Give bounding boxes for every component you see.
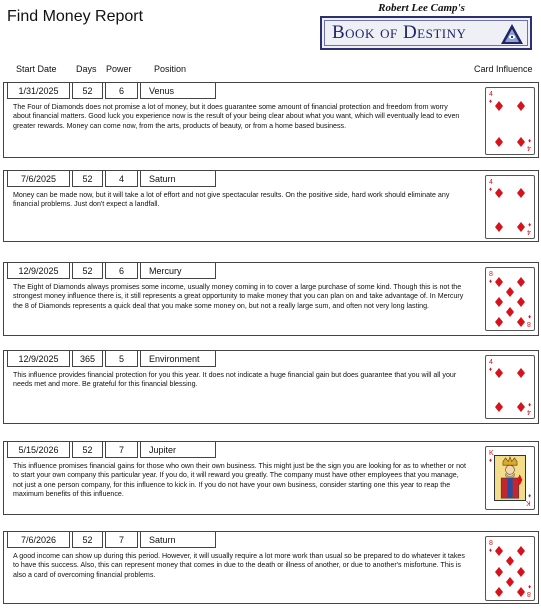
- diamond-icon: ♦: [527, 221, 531, 227]
- col-position: Position: [154, 64, 187, 74]
- influence-entry: [3, 262, 539, 336]
- diamond-pip-icon: [517, 98, 525, 108]
- diamond-pip-icon: [495, 564, 503, 574]
- influence-description: The Four of Diamonds does not promise a lot of money, but it does guarantee some amount of financial protection and freedom from worry about financial matters. Good luck you experience now is the result of your being clear about what you want, which will eventually lead to even greater rewards. Money can come now, from the arts, products of beauty, or from a home based business.: [13, 103, 460, 130]
- position-cell: Venus: [140, 83, 216, 99]
- position-cell: Environment: [140, 351, 216, 367]
- influence-entry: [3, 82, 539, 158]
- entry-fields: [7, 351, 216, 367]
- power-cell: 7: [105, 532, 138, 548]
- diamond-pip-icon: [495, 185, 503, 195]
- diamond-pip-icon: [517, 185, 525, 195]
- playing-card: [485, 175, 535, 239]
- position-cell: Mercury: [140, 263, 216, 279]
- diamond-icon: ♦: [489, 458, 493, 464]
- entry-fields: [7, 263, 216, 279]
- diamond-pip-icon: [506, 304, 514, 314]
- diamond-pip-icon: [517, 219, 525, 229]
- position-cell: Jupiter: [140, 442, 216, 458]
- start-date-cell: 12/9/2025: [7, 263, 70, 279]
- diamond-icon: ♦: [489, 99, 493, 105]
- power-cell: 5: [105, 351, 138, 367]
- card-rank: 8: [489, 540, 493, 547]
- start-date-cell: 1/31/2025: [7, 83, 70, 99]
- diamond-pip-icon: [495, 134, 503, 144]
- start-date-cell: 5/15/2026: [7, 442, 70, 458]
- position-cell: Saturn: [140, 532, 216, 548]
- influence-description: This influence promises financial gains for those who own their own business. This might just be the sign you are looking for as to whether or not to start your own company this particular year. If you do, it will reward you greatly. The company must have other employees that you manage, not just a one person company, for this influence to kick in. If you do not have your own business, consider starting one this year to reap the maximum benefits of this influence.: [13, 462, 466, 498]
- diamond-icon: ♦: [489, 367, 493, 373]
- playing-card: [485, 267, 535, 331]
- diamond-pip-icon: [495, 584, 503, 594]
- card-rank: 4: [489, 179, 493, 186]
- diamond-pip-icon: [506, 553, 514, 563]
- card-rank: 4: [489, 91, 493, 98]
- influence-description: The Eight of Diamonds always promises some income, usually money coming in to cover a large purchase of some kind. Though this is not the strongest money influence there is, it still represents a great opportunity to make money that you can plan on and take advantage of. In Mercury the 8 of Diamonds represents a quick deal that you make some money on, but not a really large sum, and often not very long lasting.: [13, 283, 464, 310]
- diamond-icon: ♦: [527, 137, 531, 143]
- king-face-icon: [494, 455, 526, 501]
- influence-entry: [3, 531, 539, 604]
- start-date-cell: 12/9/2025: [7, 351, 70, 367]
- diamond-pip-icon: [506, 284, 514, 294]
- playing-card: [485, 87, 535, 155]
- diamond-pip-icon: [517, 399, 525, 409]
- card-rank: 8: [489, 271, 493, 278]
- diamond-pip-icon: [517, 564, 525, 574]
- card-rank: 4: [527, 408, 531, 415]
- card-rank: K: [489, 450, 494, 457]
- card-rank: 8: [527, 320, 531, 327]
- position-cell: Saturn: [140, 171, 216, 187]
- diamond-pip-icon: [495, 314, 503, 324]
- report-title: Find Money Report: [7, 8, 144, 25]
- playing-card: [485, 536, 535, 601]
- pyramid-eye-icon: [500, 22, 524, 46]
- diamond-pip-icon: [517, 543, 525, 553]
- diamond-pip-icon: [495, 365, 503, 375]
- influence-entry: [3, 170, 539, 242]
- diamond-pip-icon: [495, 399, 503, 409]
- col-card-influence: Card Influence: [474, 64, 533, 74]
- brand-banner: [320, 16, 532, 50]
- influence-entry: [3, 441, 539, 515]
- card-rank: 8: [527, 590, 531, 597]
- card-rank: K: [526, 499, 531, 506]
- diamond-icon: ♦: [489, 187, 493, 193]
- power-cell: 6: [105, 83, 138, 99]
- diamond-pip-icon: [495, 294, 503, 304]
- influence-description: This influence provides financial protection for you this year. It does not indicate a huge financial gain but does guarantee that you will all your needs met and more. Be grateful for this financial blessing.: [13, 371, 457, 389]
- days-cell: 52: [72, 442, 103, 458]
- entry-fields: [7, 171, 216, 187]
- entry-fields: [7, 442, 216, 458]
- power-cell: 7: [105, 442, 138, 458]
- diamond-pip-icon: [495, 543, 503, 553]
- influence-entry: [3, 350, 539, 424]
- diamond-pip-icon: [517, 584, 525, 594]
- power-cell: 6: [105, 263, 138, 279]
- entry-fields: [7, 532, 216, 548]
- diamond-pip-icon: [495, 274, 503, 284]
- col-power: Power: [106, 64, 132, 74]
- power-cell: 4: [105, 171, 138, 187]
- card-rank: 4: [489, 359, 493, 366]
- days-cell: 52: [72, 263, 103, 279]
- days-cell: 52: [72, 532, 103, 548]
- diamond-icon: ♦: [527, 401, 531, 407]
- brand-name: Book of Destiny: [332, 22, 467, 43]
- diamond-icon: ♦: [527, 492, 531, 498]
- playing-card: [485, 446, 535, 510]
- card-rank: 4: [527, 144, 531, 151]
- diamond-pip-icon: [517, 365, 525, 375]
- diamond-icon: ♦: [527, 583, 531, 589]
- days-cell: 365: [72, 351, 103, 367]
- diamond-pip-icon: [517, 314, 525, 324]
- diamond-pip-icon: [495, 219, 503, 229]
- diamond-pip-icon: [495, 98, 503, 108]
- col-start-date: Start Date: [16, 64, 57, 74]
- brand-author: Robert Lee Camp's: [378, 2, 465, 14]
- diamond-pip-icon: [517, 274, 525, 284]
- diamond-pip-icon: [506, 574, 514, 584]
- diamond-pip-icon: [517, 134, 525, 144]
- influence-description: Money can be made now, but it will take a lot of effort and not give spectacular results. On the positive side, hard work should eliminate any financial problems. Just don't expect a landfall.: [13, 191, 450, 209]
- entry-fields: [7, 83, 216, 99]
- start-date-cell: 7/6/2025: [7, 171, 70, 187]
- col-days: Days: [76, 64, 97, 74]
- influence-description: A good income can show up during this period. However, it will usually require a lot more work than usual so be prepared to do whatever it takes to have this success. Also, this can represent money that comes in due to the death or illness of another, or due to another's misfortune. This is also a card of overcoming financial problems.: [13, 552, 465, 579]
- diamond-icon: ♦: [527, 313, 531, 319]
- diamond-icon: ♦: [489, 279, 493, 285]
- card-rank: 4: [527, 228, 531, 235]
- playing-card: [485, 355, 535, 419]
- diamond-icon: ♦: [489, 548, 493, 554]
- brand-logo: [320, 2, 535, 43]
- days-cell: 52: [72, 171, 103, 187]
- days-cell: 52: [72, 83, 103, 99]
- start-date-cell: 7/6/2026: [7, 532, 70, 548]
- diamond-pip-icon: [517, 294, 525, 304]
